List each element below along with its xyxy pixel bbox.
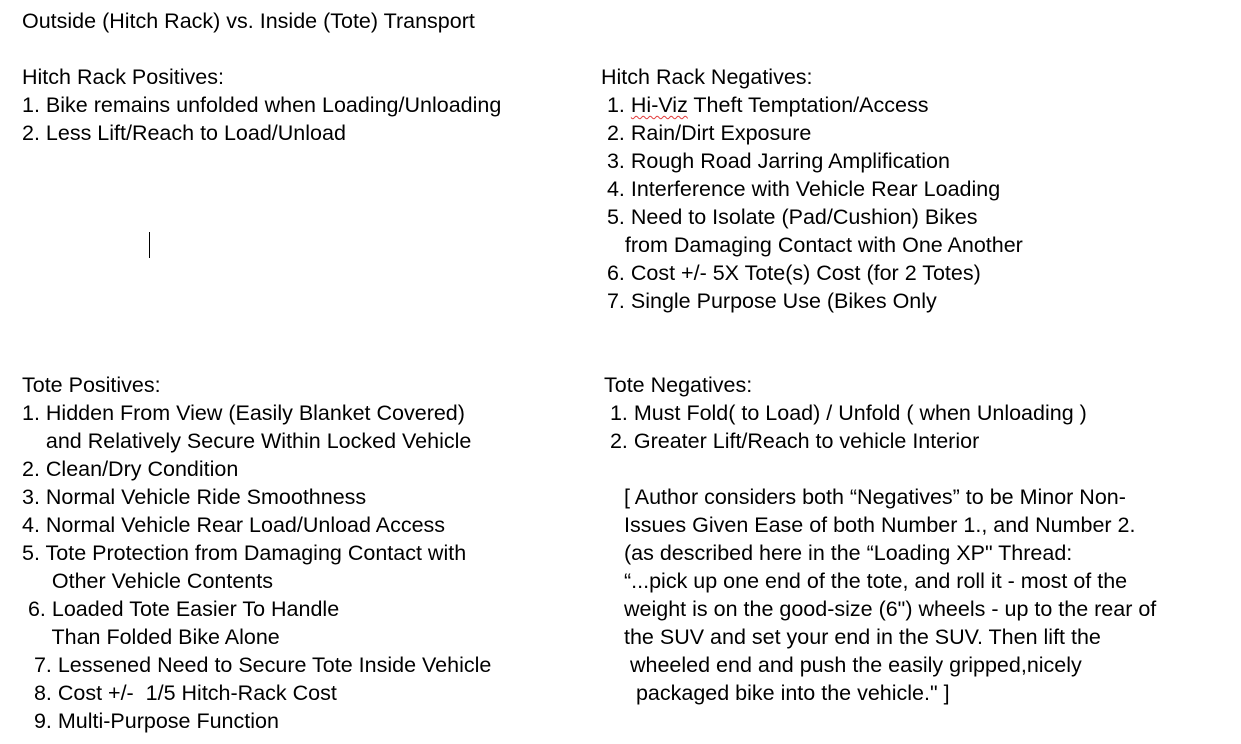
tote-negative-item: 2. Greater Lift/Reach to vehicle Interior xyxy=(604,429,980,453)
tote-positives-section xyxy=(22,371,491,735)
hitch-negative-item: 3. Rough Road Jarring Amplification xyxy=(601,149,950,173)
hitch-rack-negatives-heading: Hitch Rack Negatives: xyxy=(601,65,813,89)
tote-positive-item: 9. Multi-Purpose Function xyxy=(22,709,279,733)
tote-positive-item: 6. Loaded Tote Easier To Handle xyxy=(22,597,340,621)
hitch-negative-item xyxy=(601,91,1023,119)
hitch-negative-item: 4. Interference with Vehicle Rear Loading xyxy=(601,177,1001,201)
spellcheck-marked-word: Hi-Viz xyxy=(630,93,688,117)
tote-positive-item: Other Vehicle Contents xyxy=(22,569,273,593)
hitch-negative-item-prefix: 1. xyxy=(601,93,631,117)
author-note-line: “...pick up one end of the tote, and roll it - most of the xyxy=(624,569,1128,593)
hitch-negative-item: 6. Cost +/- 5X Tote(s) Cost (for 2 Totes) xyxy=(601,261,981,285)
hitch-negative-item: 7. Single Purpose Use (Bikes Only xyxy=(601,289,937,313)
hitch-positive-item: 2. Less Lift/Reach to Load/Unload xyxy=(22,121,346,145)
tote-positive-item: Than Folded Bike Alone xyxy=(22,625,280,649)
tote-positive-item: 1. Hidden From View (Easily Blanket Covered) xyxy=(22,401,465,425)
tote-negative-item: 1. Must Fold( to Load) / Unfold ( when Unloading ) xyxy=(604,401,1087,425)
author-note-line: the SUV and set your end in the SUV. Then lift the xyxy=(624,625,1101,649)
author-note-line: [ Author considers both “Negatives” to be Minor Non- xyxy=(624,485,1126,509)
tote-positive-item: 7. Lessened Need to Secure Tote Inside Vehicle xyxy=(22,653,492,677)
author-note-line: weight is on the good-size (6") wheels - up to the rear of xyxy=(624,597,1157,621)
page-title: Outside (Hitch Rack) vs. Inside (Tote) Transport xyxy=(22,9,475,33)
author-note-line: (as described here in the “Loading XP" Thread: xyxy=(624,541,1073,565)
tote-positive-item: and Relatively Secure Within Locked Vehicle xyxy=(22,429,472,453)
author-note-line: Issues Given Ease of both Number 1., and Number 2. xyxy=(624,513,1136,537)
author-note-line: packaged bike into the vehicle." ] xyxy=(624,681,950,705)
hitch-negative-item-suffix: Theft Temptation/Access xyxy=(687,93,929,117)
hitch-positive-item: 1. Bike remains unfolded when Loading/Unloading xyxy=(22,93,502,117)
tote-positive-item: 8. Cost +/- 1/5 Hitch-Rack Cost xyxy=(22,681,337,705)
author-note xyxy=(624,483,1156,707)
tote-positive-item: 2. Clean/Dry Condition xyxy=(22,457,239,481)
hitch-negative-item: 5. Need to Isolate (Pad/Cushion) Bikes xyxy=(601,205,978,229)
hitch-rack-negatives-section xyxy=(601,63,1023,315)
tote-positives-heading: Tote Positives: xyxy=(22,373,161,397)
author-note-line: wheeled end and push the easily gripped,nicely xyxy=(624,653,1082,677)
text-cursor xyxy=(149,232,150,258)
hitch-rack-positives-heading: Hitch Rack Positives: xyxy=(22,65,224,89)
tote-negatives-section xyxy=(604,371,1087,455)
hitch-negative-item: 2. Rain/Dirt Exposure xyxy=(601,121,812,145)
hitch-rack-positives-section xyxy=(22,63,501,147)
hitch-negative-item: from Damaging Contact with One Another xyxy=(601,233,1023,257)
tote-positive-item: 3. Normal Vehicle Ride Smoothness xyxy=(22,485,367,509)
tote-positive-item: 5. Tote Protection from Damaging Contact with xyxy=(22,541,467,565)
tote-negatives-heading: Tote Negatives: xyxy=(604,373,753,397)
tote-positive-item: 4. Normal Vehicle Rear Load/Unload Access xyxy=(22,513,446,537)
